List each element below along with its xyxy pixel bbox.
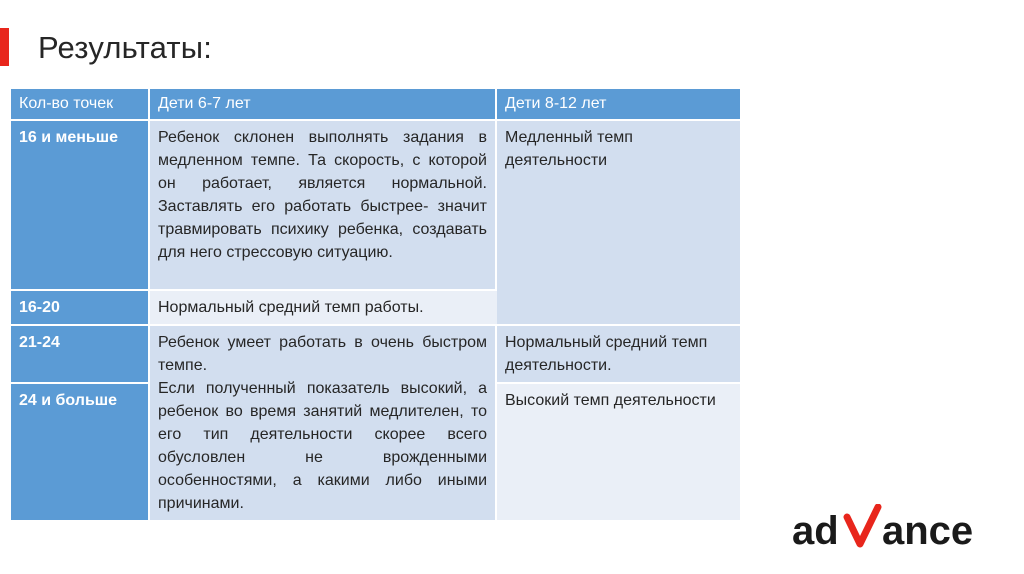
title-accent-bar xyxy=(0,28,9,66)
row-range: 21-24 xyxy=(11,326,150,384)
logo-check-mark xyxy=(847,507,878,544)
row-description-6-7-combined xyxy=(150,326,497,522)
row-description-6-7: Ребенок умеет работать в очень быстром темпе. xyxy=(158,334,487,374)
results-table xyxy=(11,89,740,522)
row-range: 16 и меньше xyxy=(11,121,150,291)
advance-logo xyxy=(790,504,990,554)
row-description-8-12: Высокий темп деятельности xyxy=(497,384,740,522)
row-description-8-12: Медленный темп деятельности xyxy=(497,121,740,326)
row-range: 16-20 xyxy=(11,291,150,326)
logo-text-left: ad xyxy=(792,509,839,553)
table-header-row xyxy=(11,89,740,121)
slide-title: Результаты: xyxy=(38,30,213,65)
header-age-6-7: Дети 6-7 лет xyxy=(150,89,497,121)
row-range: 24 и больше xyxy=(11,384,150,522)
row-description-6-7: Ребенок склонен выполнять задания в медленном темпе. Та скорость, с которой он работает, является нормальной. Заставлять его работать быстрее- значит травмировать психику ребенка, создавать для него стрессовую ситуацию. xyxy=(150,121,497,291)
row-description-6-7: Если полученный показатель высокий, а ребенок во время занятий медлителен, то его тип деятельности скорее всего обусловлен не врожденными особенностями, а какими либо иными причинами. xyxy=(158,380,487,512)
logo-text-right: ance xyxy=(882,509,974,553)
row-description-8-12: Нормальный средний темп деятельности. xyxy=(497,326,740,384)
row-description-6-7: Нормальный средний темп работы. xyxy=(150,291,497,326)
header-points: Кол-во точек xyxy=(11,89,150,121)
header-age-8-12: Дети 8-12 лет xyxy=(497,89,740,121)
table-row xyxy=(11,326,740,384)
table-row xyxy=(11,121,740,291)
